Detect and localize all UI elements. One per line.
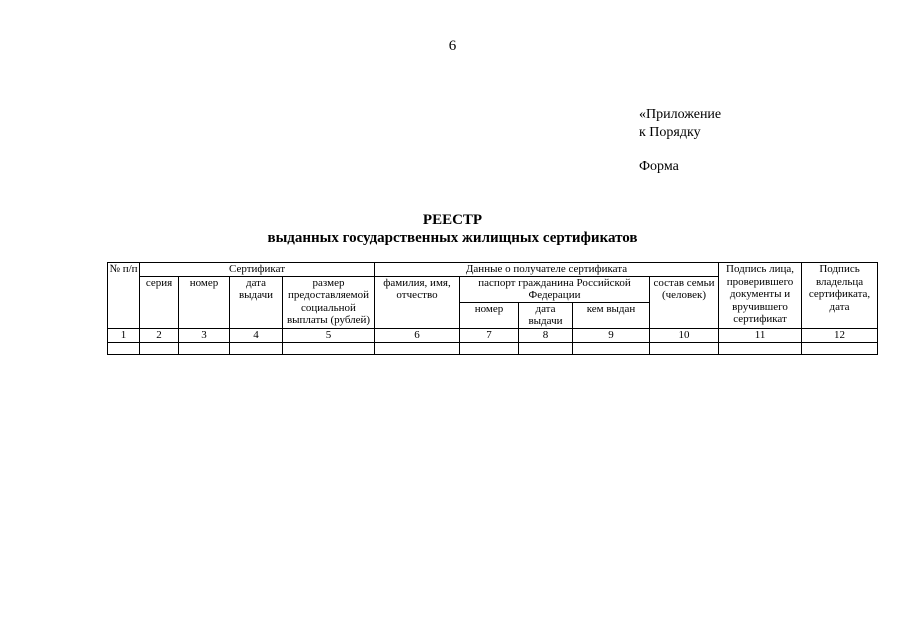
column-number: 9 [573, 328, 650, 342]
header-recipient: Данные о получателе сертификата [375, 263, 719, 277]
header-family-size: состав семьи (человек) [650, 276, 719, 328]
column-number: 11 [719, 328, 802, 342]
header-owner-signature: Подпись владельца сертификата, дата [802, 263, 878, 329]
title-heading: РЕЕСТР [422, 212, 483, 228]
header-checker-signature: Подпись лица, проверившего документы и вручившего сертификат [719, 263, 802, 329]
column-number: 5 [283, 328, 375, 342]
appendix-reference [639, 106, 721, 142]
empty-cell [283, 342, 375, 354]
header-row-1 [108, 263, 878, 277]
column-number-row [108, 328, 878, 342]
empty-cell [802, 342, 878, 354]
empty-cell [650, 342, 719, 354]
empty-data-row [108, 342, 878, 354]
empty-cell [573, 342, 650, 354]
registry-table [107, 262, 878, 355]
column-number: 8 [519, 328, 573, 342]
header-passport-number: номер [460, 302, 519, 328]
header-payment-amount: размер предоставляемой социальной выплаты (рублей) [283, 276, 375, 328]
empty-cell [179, 342, 230, 354]
page-number: 6 [448, 38, 457, 54]
column-number: 10 [650, 328, 719, 342]
header-certificate: Сертификат [140, 263, 375, 277]
empty-cell [108, 342, 140, 354]
appendix-procedure-line: к Порядку [639, 125, 701, 140]
column-number: 3 [179, 328, 230, 342]
title-subheading: выданных государственных жилищных сертификатов [267, 230, 638, 246]
column-number: 4 [230, 328, 283, 342]
empty-cell [719, 342, 802, 354]
empty-cell [140, 342, 179, 354]
header-full-name: фамилия, имя, отчество [375, 276, 460, 328]
header-passport-date: дата выдачи [519, 302, 573, 328]
empty-cell [519, 342, 573, 354]
header-issue-date: дата выдачи [230, 276, 283, 328]
column-number: 1 [108, 328, 140, 342]
form-label: Форма [639, 159, 679, 174]
header-row-number: № п/п [108, 263, 140, 329]
empty-cell [460, 342, 519, 354]
empty-cell [230, 342, 283, 354]
column-number: 7 [460, 328, 519, 342]
header-passport-issuer: кем выдан [573, 302, 650, 328]
column-number: 12 [802, 328, 878, 342]
appendix-line: «Приложение [639, 107, 722, 122]
column-number: 6 [375, 328, 460, 342]
header-series: серия [140, 276, 179, 328]
empty-cell [375, 342, 460, 354]
column-number: 2 [140, 328, 179, 342]
header-number: номер [179, 276, 230, 328]
document-title [0, 211, 905, 247]
header-passport: паспорт гражданина Российской Федерации [460, 276, 650, 302]
